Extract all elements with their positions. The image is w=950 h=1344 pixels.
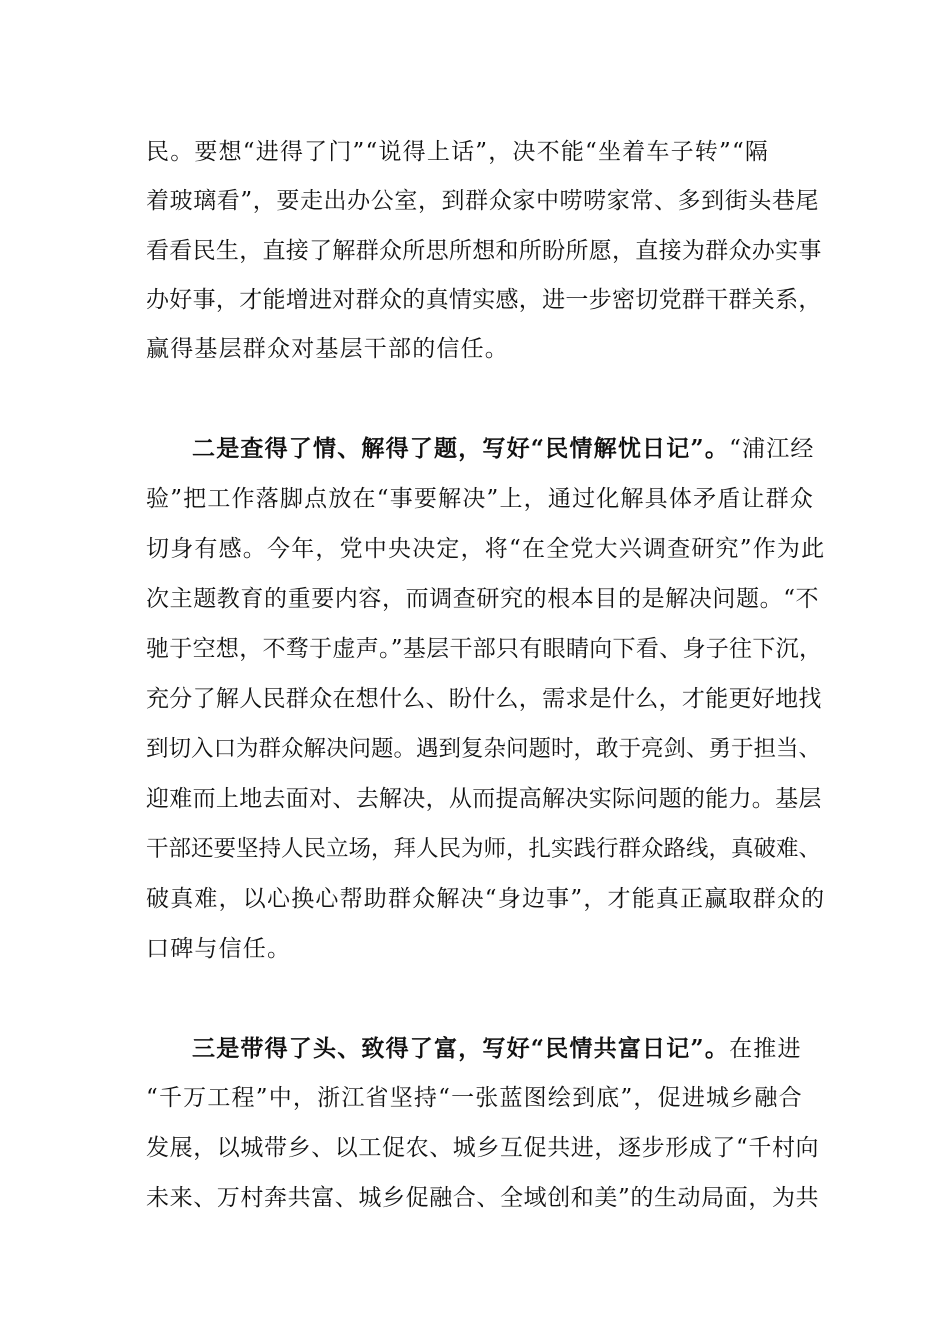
- paragraph-2-line-10: 破真难，以心换心帮助群众解决“身边事”，才能真正赢取群众的: [146, 886, 826, 912]
- paragraph-3-first-line: [192, 1034, 826, 1064]
- paragraph-2-heading: 二是查得了情、解得了题，写好“民情解忧日记”。: [192, 435, 730, 462]
- paragraph-3-line-2: “千万工程”中，浙江省坚持“一张蓝图绘到底”，促进城乡融合: [146, 1085, 803, 1111]
- paragraph-2-first-line: [192, 434, 826, 464]
- paragraph-2-line-7: 到切入口为群众解决问题。遇到复杂问题时，敢于亮剑、勇于担当、: [146, 736, 822, 762]
- paragraph-2-line-6: 充分了解人民群众在想什么、盼什么，需求是什么，才能更好地找: [146, 686, 822, 712]
- paragraph-2-first-line-rest: “浦江经: [729, 436, 815, 462]
- paragraph-3-line-4: 未来、万村奔共富、城乡促融合、全域创和美”的生动局面，为共: [146, 1185, 820, 1211]
- paragraph-1-line-3: 看看民生，直接了解群众所思所想和所盼所愿，直接为群众办实事: [146, 238, 822, 264]
- paragraph-3-first-line-rest: 在推进: [729, 1036, 802, 1062]
- paragraph-3-line-3: 发展，以城带乡、以工促农、城乡互促共进，逐步形成了“千村向: [146, 1135, 820, 1161]
- paragraph-2-line-11: 口碑与信任。: [146, 936, 292, 962]
- paragraph-2-line-4: 次主题教育的重要内容，而调查研究的根本目的是解决问题。“不: [146, 586, 820, 612]
- paragraph-1-line-5: 赢得基层群众对基层干部的信任。: [146, 336, 509, 362]
- paragraph-3-heading: 三是带得了头、致得了富，写好“民情共富日记”。: [192, 1035, 730, 1062]
- paragraph-1-line-4: 办好事，才能增进对群众的真情实感，进一步密切党群干群关系，: [146, 287, 822, 313]
- paragraph-2-line-5: 驰于空想，不骛于虚声。”基层干部只有眼睛向下看、身子往下沉，: [146, 636, 823, 662]
- paragraph-1-line-1: 民。要想“进得了门”“说得上话”，决不能“坐着车子转”“隔: [146, 139, 770, 165]
- paragraph-2-line-9: 干部还要坚持人民立场，拜人民为师，扎实践行群众路线，真破难、: [146, 836, 822, 862]
- paragraph-1-line-2: 着玻璃看”，要走出办公室，到群众家中唠唠家常、多到街头巷尾: [146, 188, 820, 214]
- paragraph-2-line-3: 切身有感。今年，党中央决定，将“在全党大兴调查研究”作为此: [146, 536, 826, 562]
- paragraph-2-line-2: 验”把工作落脚点放在“事要解决”上，通过化解具体矛盾让群众: [146, 486, 815, 512]
- paragraph-2-line-8: 迎难而上地去面对、去解决，从而提高解决实际问题的能力。基层: [146, 786, 822, 812]
